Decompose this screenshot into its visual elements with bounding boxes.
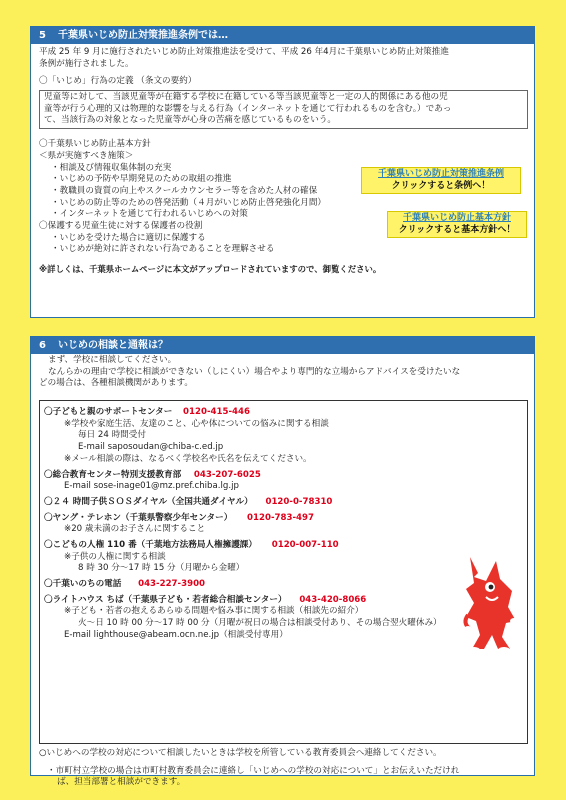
municipal-note: ・市町村立学校の場合は市町村教育委員会に連絡し「いじめへの学校の対応について」とお伝えいただけれ <box>47 765 460 776</box>
intro-line: 平成 25 年 9 月に施行されたいじめ防止対策推進法を受けて、平成 26 年4月に千葉県いじめ防止対策推進 <box>39 47 449 57</box>
measure-item: ・相談及び情報収集体制の充実 <box>51 162 172 173</box>
contact-entry: 〇千葉いのちの電話 043-227-3900 <box>44 579 206 589</box>
section-5 <box>30 26 535 318</box>
measure-item: ・いじめの防止等のための啓発活動（４月がいじめ防止啓発強化月間） <box>51 197 327 208</box>
phone-number[interactable]: 043-420-8066 <box>299 594 367 605</box>
contact-entry: 〇ヤング・テレホン（千葉県警察少年センター） 0120-783-497 ※20 歳未満のお子さんに関すること <box>44 512 314 535</box>
contact-entry: 〇ライトハウス ちば（千葉県子ども・若者総合相談センター） 043-420-8066 ※子ども・若者の抱えるあらゆる問題や悩み事に関する相談（相談先の紹介） 火～日 10 時 00 分～17 時 00 分（月曜が祝日の場合は相談受付あり、その場合翌火曜休み） E-mail lighthouse@abeam.ocn.ne.jp（相談受付専用） <box>44 595 523 642</box>
section-5-header: 5 千葉県いじめ防止対策推進条例では… <box>31 27 534 44</box>
contact-entry: 〇こどもの人権 110 番（千葉地方法務局人権擁護課） 0120-007-110 ※子供の人権に関する相談 8 時 30 分～17 時 15 分（月曜から金曜） <box>44 539 339 574</box>
email-address[interactable]: E-mail lighthouse@abeam.ocn.ne.jp（相談受付専用） <box>64 629 288 640</box>
contact-entry: 〇２４ 時間子供ＳＯＳダイヤル（全国共通ダイヤル） 0120-0-78310 <box>44 496 333 507</box>
guardian-item: ・いじめを受けた場合に適切に保護する <box>51 232 206 243</box>
phone-number[interactable]: 0120-783-497 <box>247 512 314 523</box>
definition-box: 児童等に対して、当該児童等が在籍する学校に在籍している等当該児童等と一定の人的関係にある他の児 童等が行う心理的又は物理的な影響を与える行為（インターネットを通じて行われるものを含む。）であっ て、当該行為の対象となった児童等が心身の苦痛を感じているものをいう。 <box>39 90 528 129</box>
measure-item: ・インターネットを通じて行われるいじめへの対策 <box>51 209 248 220</box>
phone-number[interactable]: 0120-007-110 <box>271 539 339 550</box>
guardian-item: ・いじめが絶対に許されない行為であることを理解させる <box>51 244 275 255</box>
measure-item: ・教職員の資質の向上やスクールカウンセラー等を含めた人材の確保 <box>51 185 318 196</box>
section-6 <box>30 336 535 788</box>
contact-entry: 〇総合教育センター特別支援教育部 043-207-6025 E-mail sose-inage01@mz.pref.chiba.lg.jp <box>44 470 523 493</box>
measure-item: ・いじめの予防や早期発見のための取組の推進 <box>51 174 232 185</box>
phone-number[interactable]: 043-207-6025 <box>193 469 261 480</box>
intro-line: どの場合は、各種相談機関があります。 <box>39 378 194 389</box>
chiba-kun-mascot-icon <box>460 551 522 655</box>
guardian-heading: 〇保護する児童生徒に対する保護者の役割 <box>39 220 203 231</box>
intro-line: 条例が施行されました。 <box>39 58 134 69</box>
measures-heading: ＜県が実施すべき施策＞ <box>39 150 134 161</box>
email-address[interactable]: E-mail sose-inage01@mz.pref.chiba.lg.jp <box>64 481 239 492</box>
contacts-box <box>39 400 528 744</box>
ordinance-link-button[interactable]: 千葉県いじめ防止対策推進条例 クリックすると条例へ！ <box>361 167 521 194</box>
intro-line: まず、学校に相談してください。 <box>48 355 177 365</box>
section-6-header: 6 いじめの相談と通報は？ <box>31 337 534 354</box>
phone-number[interactable]: 0120-415-446 <box>183 407 250 418</box>
homepage-note: ※詳しくは、千葉県ホームページに本文がアップロードされていますので、御覧ください。 <box>39 264 382 274</box>
email-address[interactable]: E-mail saposoudan@chiba-c.ed.jp <box>78 442 224 453</box>
board-of-education-note: ○いじめへの学校の対応について相談したいときは学校を所管している教育委員会へ連絡してください。 <box>39 748 442 759</box>
phone-number[interactable]: 0120-0-78310 <box>265 496 333 507</box>
contact-entry: 〇子どもと親のサポートセンター 0120-415-446 ※学校や家庭生活、友達のこと、心や体についての悩みに関する相談 毎日 24 時間受付 E-mail saposoudan@chiba-c.ed.jp ※メール相談の際は、なるべく学校名や氏名を伝えてください。 <box>44 407 523 465</box>
basic-policy-link-button[interactable]: 千葉県いじめ防止基本方針 クリックすると基本方針へ！ <box>387 211 527 238</box>
municipal-note: ば、担当部署と相談ができます。 <box>57 777 186 788</box>
definition-heading: 〇「いじめ」行為の定義 （条文の要約） <box>39 76 197 87</box>
phone-number[interactable]: 043-227-3900 <box>138 579 206 589</box>
intro-line: なんらかの理由で学校に相談ができない（しにくい）場合やより専門的な立場からアドバイスを受けたいな <box>48 366 461 377</box>
policy-heading: 〇千葉県いじめ防止基本方針 <box>39 139 151 150</box>
